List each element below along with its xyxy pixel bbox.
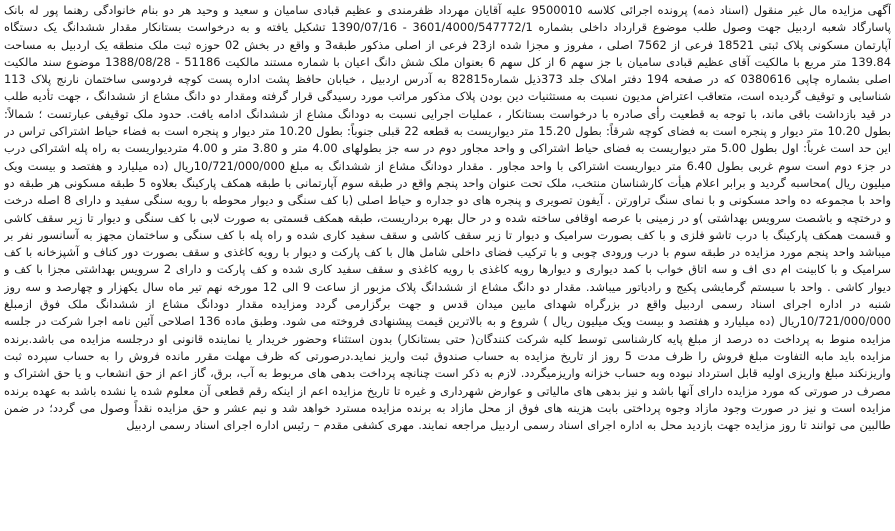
auction-notice-text: آگهی مزایده مال غیر منقول (اسناد ذمه) پرونده اجرائی کلاسه 9500010 علیه آقایان مهرداد ظفرمندی و عظیم قبادی سامیان و سعید و وحید هر دو بنام خانوادگی رهنما پور له بانک پاسارگاد شعبه اردبیل جهت وصول طلب موضوع قرارداد داخلی بشماره 3601/4000/547772/1 - 1390/07/16 تشکیل یافته و به درخواست بستانکار مقدار ششدانگ یک دستگاه آپارتمان مسکونی پلاک ثبتی 18521 فرعی از 7562 اصلی ، مفروز و مجزا شده از23 فرعی از اصلی مذکور طبقه3 و واقع در بخش 02 حوزه ثبت ملک منطقه یک اردبیل به مساحت 139.84 متر مربع با مالکیت آقای عظیم قبادی سامیان با جز سهم 6 از کل سهم 6 بعنوان ملک شش دانگ اعیان با شماره مستند مالکیت 51186 - 1388/08/28 موضوع سند مالکیت اصلی بشماره چاپی 0380616 که در صفحه 194 دفتر املاک جلد 373ذیل شماره82815 به آدرس اردبیل ، خیابان حافظ پشت اداره پست کوچه فردوسی ساختمان نارنج پلاک 113 شناسایی و توقیف گردیده است، متعاقب اعتراض مدیون نسبت به مستثنیات دین بودن پلاک مذکور مراتب مورد رسیدگی قرار گرفته ومقدار دو دانگ مشاع از ششدانگ ، جهت تأدیه طلب در قید بازداشت باقی ماند، با توجه به قطعیت رأی صادره با درخواست بستانکار ، عملیات اجرایی نسبت به دودانگ مشاع از ششدانگ ادامه یافت. حدود ملک توقیفی عبارتست ؛ شمالاً: بطول 10.20 متر دیوار و پنجره است به فضای کوچه شرقاً: بطول 15.20 متر دیواریست به قطعه 22 قبلی جنوباً: بطول 10.20 متر دیوار و پنجره است به فضاء حیاط اشتراکی تراس در این حد است غرباً: اول بطول 5.00 متر دیواریست به فضای حیاط اشتراکی و واحد مجاور دوم در سه جز بطولهای 4.00 متر و 3.80 متر و 4.00 متردیواریست به راه پله اشتراکی درب در جزء دوم است سوم غربی بطول 6.40 متر دیواریست اشتراکی با واحد مجاور . مقدار دودانگ مشاع از ششدانگ به مبلغ 10/721/000/000ریال (ده میلیارد و هفتصد و بیست ویک میلیون ریال )محاسبه گردید و برابر اعلام هیأت کارشناسان منتخب، ملک تحت عنوان واحد پنجم واقع در طبقه سوم آپارتمانی با طبقه همکف پارکینگ بعلاوه 5 طبقه مسکونی هر طبقه دو واحد با مجموعه ده واحد مسکونی و با نمای سنگ تراورتن . آیفون تصویری و پنجره های دو جداره و حیاط اصلی (با کف سنگی و دیوار محوطه با رویه سنگی سفید و دارای 8 اصله درخت و درختچه و باشصت سرویس بهداشتی )و در زمینی با عرصه اوقافی ساخته شده و در حال بهره برداریست، طبقه همکف قسمتی به صورت لابی با کف سنگی و دیوار تا زیر سقف کاشی و قسمت همکف پارکینگ با درب تاشو فلزی و با کف بصورت سرامیک و دیوار تا زیر سقف کاشی و سقف سفید کاری شده و راه پله با کف سنگی و ساختمان مجهز به آسانسور نفر بر میباشد واحد پنجم مورد مزایده در طبقه سوم با درب ورودی چوبی و با ترکیب فضای داخلی شامل هال با کف پارکت و دیوار با رویه کاغذی و سقف بصورت دور کناف و آشپزخانه با کف سرامیک و با کابینت ام دی اف و سه اتاق خواب با کمد دیواری و دیوارها رویه کاغذی با رویه کاغذی و سقف سفید کاری شده و کف پارکت و دارای 2 سرویس بهداشتی مجزا با کف و دیوار کاشی . واحد با سیستم گرمایشی پکیج و رادیاتور میباشد. مقدار دو دانگ مشاع از ششدانگ پلاک مزبور از ساعت 9 الی 12 مورخه نهم تیر ماه سال یکهزار و چهارصد و سه روز شنبه در اداره اجرای اسناد رسمی اردبیل واقع در بزرگراه شهدای مابین میدان قدس و جهت برگزارمی گردد ومزایده مقدار دودانگ مشاع از ششدانگ ملک فوق ازمبلغ 10/721/000/000ریال (ده میلیارد و هفتصد و بیست ویک میلیون ریال ) شروع و به بالاترین قیمت پیشنهادی فروخته می شود. وطبق ماده 136 اصلاحی آئین نامه اجرا شرکت در جلسه مزایده منوط به پرداخت ده درصد از مبلغ پایه کارشناسی توسط کلیه شرکت کنندگان( حتی بستانکار) بدون استثناء وحضور خریدار یا نماینده قانونی او درجلسه مزایده می باشد.برنده مزایده باید مابه التفاوت مبلغ فروش را ظرف مدت 5 روز از تاریخ مزایده به حساب صندوق ثبت واریز نماید.درصورتی که ظرف مهلت مقرر مانده فروش را به حساب سپرده ثبت واریزنکند مبلغ واریزی اولیه قابل استرداد نبوده وبه حساب خزانه واریزمیگردد. لازم به ذکر است چنانچه پرداخت بدهی های مربوط به آب، برق، گاز اعم از حق انشعاب و یا حق اشتراک و مصرف در صورتی که مورد مزایده دارای آنها باشد و نیز بدهی های مالیاتی و عوارض شهرداری و غیره تا تاریخ مزایده اعم از اینکه رقم قطعی آن معلوم شده یا نشده باشد به عهده برنده مزایده است و نیز در صورت وجود مازاد وجوه پرداختی بابت هزینه های فوق از محل مازاد به برنده مزایده مسترد خواهد شد و نیم عشر و حق مزایده نقداً وصول می گردد؛ در ضمن طالبین می توانند تا روز مزایده جهت بازدید محل به اداره اجرای اسناد رسمی اردبیل مراجعه نمایند. مهری کشفی مقدم – رئیس اداره اجرای اسناد رسمی اردبیل <box>4 3 891 433</box>
